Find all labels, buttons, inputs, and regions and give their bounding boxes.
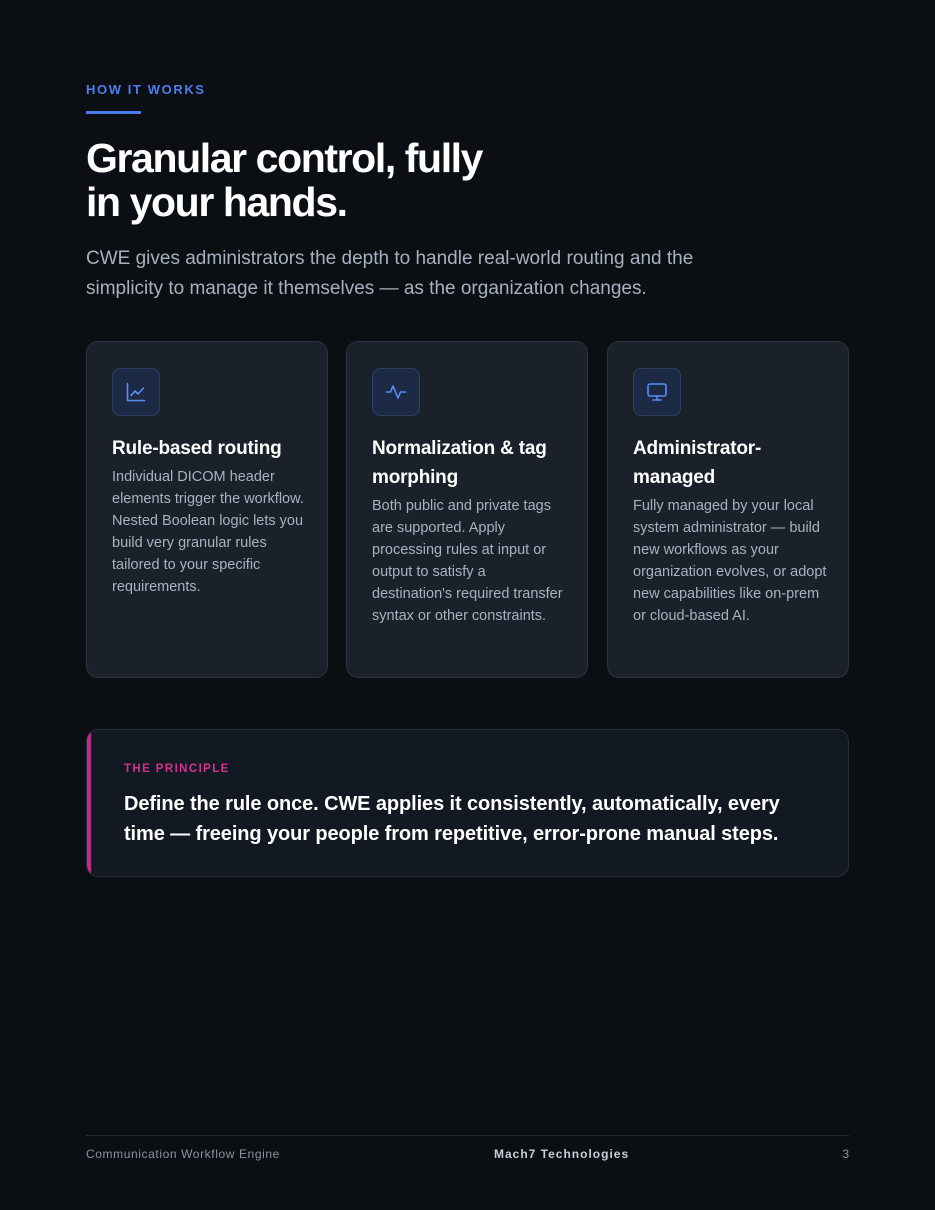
eyebrow-underline — [86, 111, 141, 114]
card-body: Individual DICOM header elements trigger the workflow. Nested Boolean logic lets you build very granular rules tailored to your specific requirements. — [112, 469, 304, 595]
page-headline — [86, 136, 646, 224]
activity-pulse-icon — [384, 380, 408, 404]
card-body: Fully managed by your local system administrator — build new workflows as your organization evolves, or adopt new capabilities like on-prem or cloud-based AI. — [633, 498, 827, 624]
principle-statement: Define the rule once. CWE applies it consistently, automatically, every time — freeing your people from repetitive, error-prone manual steps. — [124, 793, 780, 845]
card-title: Rule-based routing — [112, 438, 282, 459]
card-title: Administrator-managed — [633, 438, 762, 488]
icon-tile — [112, 368, 160, 416]
monitor-icon — [645, 380, 669, 404]
feature-card-administrator-managed — [607, 341, 849, 678]
headline-line-1: Granular control, fully — [86, 135, 483, 181]
footer-document-title: Communication Workflow Engine — [86, 1147, 280, 1161]
card-title: Normalization & tag morphing — [372, 438, 547, 488]
footer-company-name: Mach7 Technologies — [494, 1147, 630, 1161]
headline-line-2: in your hands. — [86, 179, 347, 225]
icon-tile — [633, 368, 681, 416]
card-body: Both public and private tags are supported. Apply processing rules at input or output to satisfy a destination's required transfer syntax or other constraints. — [372, 498, 563, 624]
principle-accent-bar — [87, 730, 91, 876]
footer-page-number: 3 — [842, 1147, 849, 1161]
section-eyebrow: HOW IT WORKS — [86, 82, 206, 97]
icon-tile — [372, 368, 420, 416]
principle-label: THE PRINCIPLE — [124, 763, 230, 775]
intro-paragraph: CWE gives administrators the depth to handle real-world routing and the simplicity to manage it themselves — as the organization changes. — [86, 248, 694, 299]
line-chart-icon — [124, 380, 148, 404]
feature-card-rule-based-routing — [86, 341, 328, 678]
footer-divider — [86, 1135, 849, 1136]
principle-callout — [86, 729, 849, 877]
feature-card-normalization — [346, 341, 588, 678]
